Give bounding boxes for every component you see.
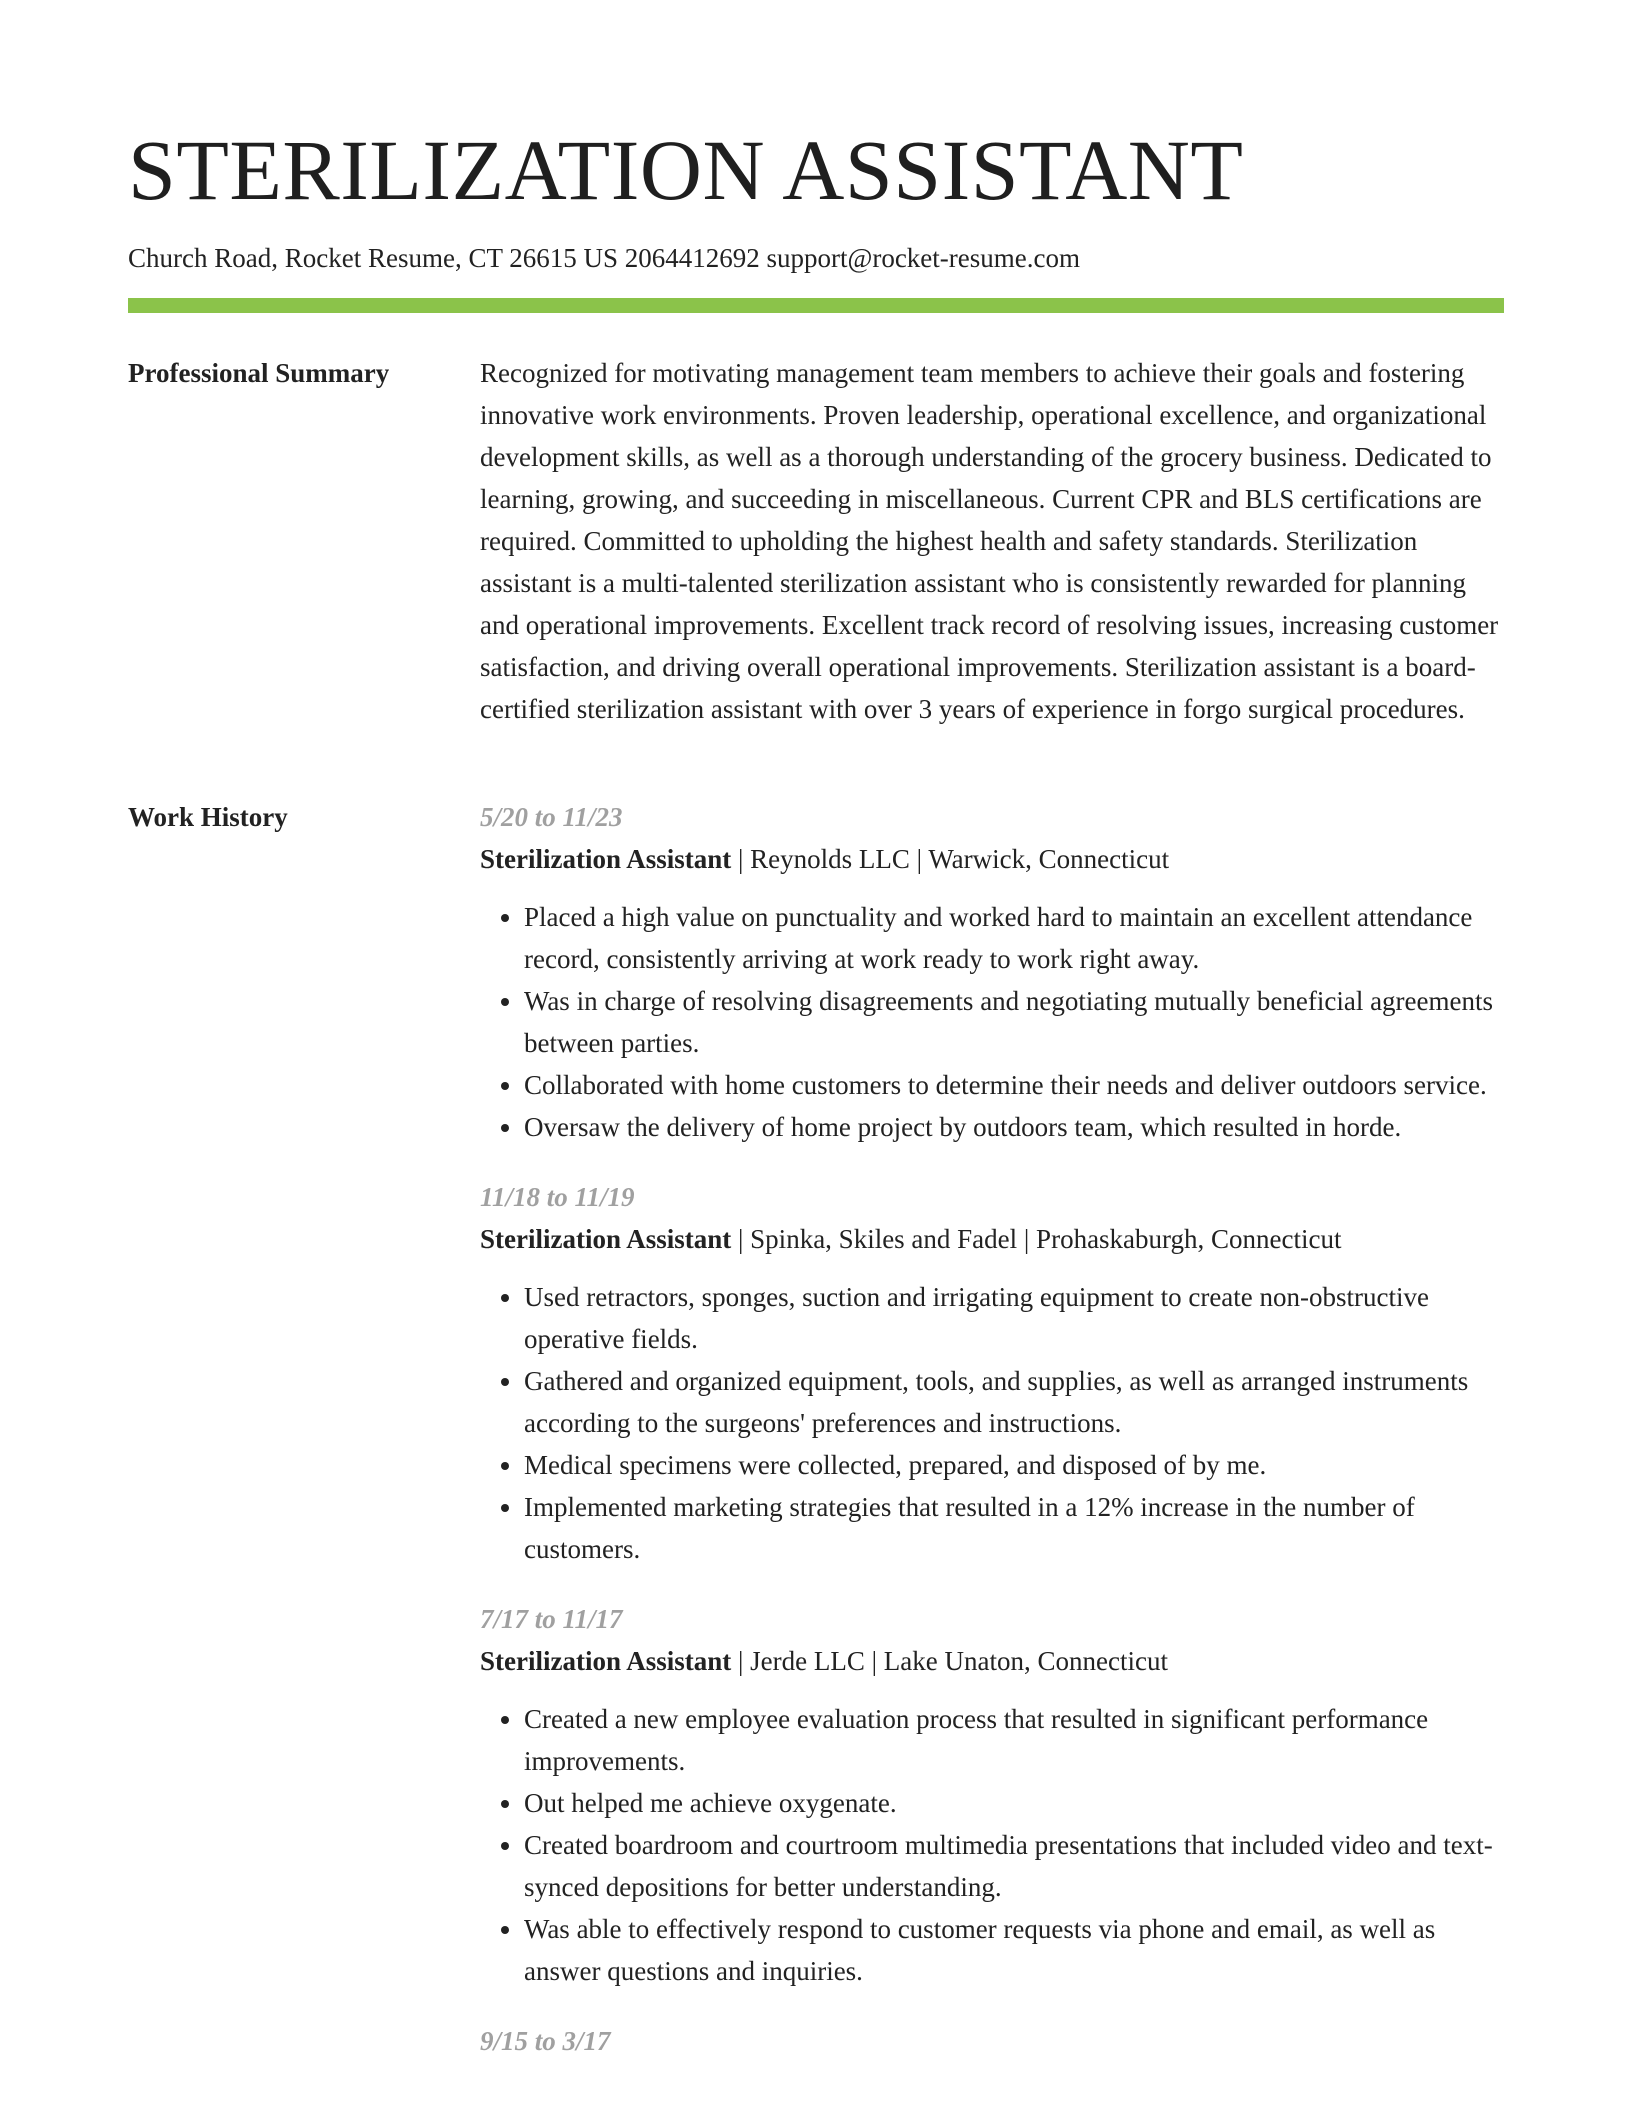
job-bullet: • Gathered and organized equipment, tools, and supplies, as well as arranged instruments according to the surgeons' preferences and instructions. bbox=[524, 1360, 1504, 1444]
candidate-name: STERILIZATION ASSISTANT bbox=[128, 122, 1244, 218]
job-bullet: • Created boardroom and courtroom multimedia presentations that included video and text-synced depositions for better understanding. bbox=[524, 1824, 1504, 1908]
job-title: Sterilization Assistant bbox=[480, 1646, 732, 1676]
job-dates: 9/15 to 3/17 bbox=[480, 2026, 611, 2056]
job-heading bbox=[480, 838, 1504, 880]
job-bullet-list bbox=[480, 896, 1504, 1148]
job-heading bbox=[480, 1640, 1504, 1682]
job-entry bbox=[480, 2020, 1504, 2062]
job-bullet: • Medical specimens were collected, prepared, and disposed of by me. bbox=[524, 1444, 1504, 1486]
job-bullet: • Used retractors, sponges, suction and irrigating equipment to create non-obstructive operative fields. bbox=[524, 1276, 1504, 1360]
job-dates: 7/17 to 11/17 bbox=[480, 1604, 623, 1634]
contact-line: Church Road, Rocket Resume, CT 26615 US 2064412692 support@rocket-resume.com bbox=[128, 243, 1080, 273]
section-heading-work: Work History bbox=[128, 802, 288, 832]
header-divider bbox=[128, 298, 1504, 313]
job-entry bbox=[480, 1598, 1504, 1992]
job-bullet: • Implemented marketing strategies that resulted in a 12% increase in the number of customers. bbox=[524, 1486, 1504, 1570]
job-employer-location: | Jerde LLC | Lake Unaton, Connecticut bbox=[731, 1646, 1168, 1676]
job-heading bbox=[480, 1218, 1504, 1260]
job-bullet-list bbox=[480, 1276, 1504, 1570]
job-bullet: • Oversaw the delivery of home project by outdoors team, which resulted in horde. bbox=[524, 1106, 1504, 1148]
job-bullet: • Placed a high value on punctuality and worked hard to maintain an excellent attendance record, consistently arriving at work ready to work right away. bbox=[524, 896, 1504, 980]
job-entry bbox=[480, 1176, 1504, 1570]
job-bullet-list bbox=[480, 1698, 1504, 1992]
job-bullet: • Created a new employee evaluation process that resulted in significant performance improvements. bbox=[524, 1698, 1504, 1782]
section-heading-summary: Professional Summary bbox=[128, 358, 390, 388]
job-bullet: • Was in charge of resolving disagreements and negotiating mutually beneficial agreements between parties. bbox=[524, 980, 1504, 1064]
job-entry bbox=[480, 796, 1504, 1148]
job-dates: 11/18 to 11/19 bbox=[480, 1182, 635, 1212]
job-title: Sterilization Assistant bbox=[480, 1224, 732, 1254]
resume-header bbox=[128, 118, 1504, 313]
summary-text: Recognized for motivating management team members to achieve their goals and fostering innovative work environments. Proven leadership, operational excellence, and organizational development skills, as well as a thorough understanding of the grocery business. Dedicated to learning, growing, and succeeding in miscellaneous. Current CPR and BLS certifications are required. Committed to upholding the highest health and safety standards. Sterilization assistant is a multi-talented sterilization assistant who is consistently rewarded for planning and operational improvements. Excellent track record of resolving issues, increasing customer satisfaction, and driving overall operational improvements. Sterilization assistant is a board-certified sterilization assistant with over 3 years of experience in forgo surgical procedures. bbox=[480, 358, 1499, 724]
job-bullet: • Out helped me achieve oxygenate. bbox=[524, 1782, 1504, 1824]
job-employer-location: | Spinka, Skiles and Fadel | Prohaskaburgh, Connecticut bbox=[731, 1224, 1342, 1254]
job-bullet: • Was able to effectively respond to customer requests via phone and email, as well as answer questions and inquiries. bbox=[524, 1908, 1504, 1992]
job-employer-location: | Reynolds LLC | Warwick, Connecticut bbox=[731, 844, 1170, 874]
job-bullet: • Collaborated with home customers to determine their needs and deliver outdoors service. bbox=[524, 1064, 1504, 1106]
work-history-list bbox=[480, 796, 1504, 2090]
job-dates: 5/20 to 11/23 bbox=[480, 802, 623, 832]
job-title: Sterilization Assistant bbox=[480, 844, 732, 874]
summary-body bbox=[480, 352, 1504, 730]
